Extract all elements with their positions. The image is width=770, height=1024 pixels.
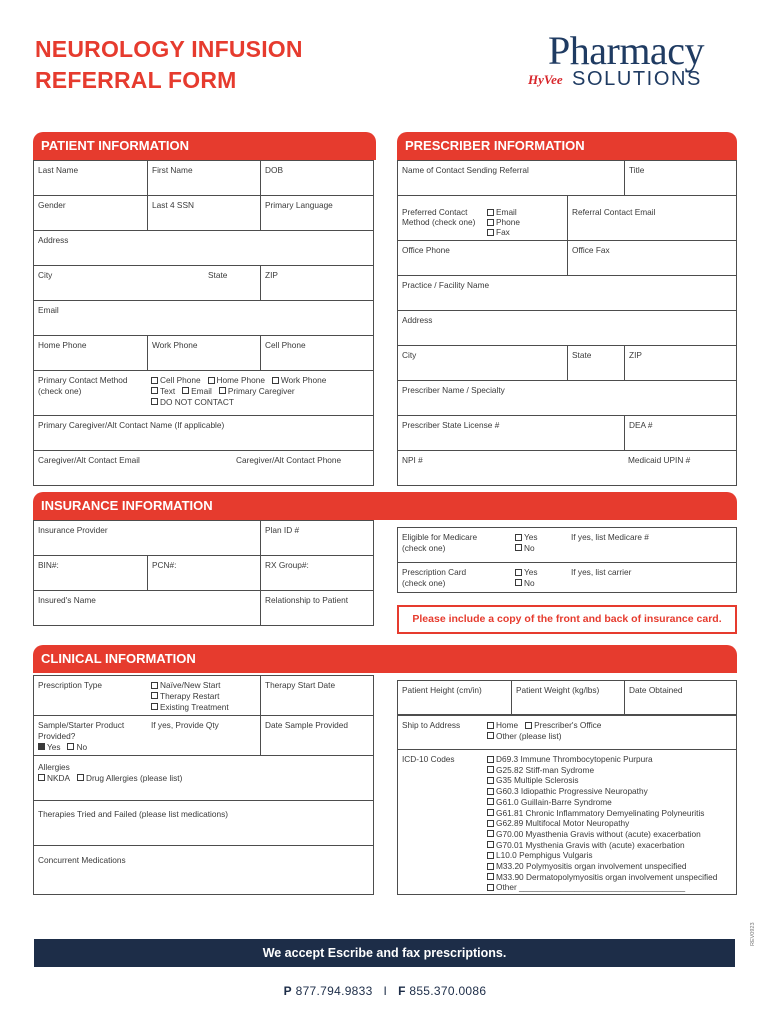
patient-city-field[interactable]: City (38, 270, 53, 280)
logo-solutions: SOLUTIONS (572, 68, 702, 90)
icd-code-checkbox[interactable] (487, 786, 736, 797)
medicare-number-field[interactable]: If yes, list Medicare # (571, 532, 649, 542)
contact-email-label: Email (191, 385, 212, 396)
patient-last4-field[interactable]: Last 4 SSN (147, 196, 260, 230)
logo-pharmacy: Pharmacy (548, 28, 704, 73)
medicare-yes-label: Yes (524, 532, 538, 542)
sample-yes-checkbox[interactable] (38, 742, 61, 752)
patient-email-field[interactable]: Email (38, 305, 59, 315)
icd-code-label: M33.90 Dermatopolymyositis organ involvement unspecified (496, 871, 718, 882)
contact-home-phone-checkbox[interactable] (208, 375, 265, 385)
icd-code-label: G60.3 Idiopathic Progressive Neuropathy (496, 786, 648, 797)
pref-fax-label: Fax (496, 227, 510, 237)
icd-code-checkbox[interactable] (487, 754, 736, 765)
form-title-line1: NEUROLOGY INFUSION (35, 36, 303, 62)
form-title (35, 34, 303, 96)
caregiver-email-field[interactable]: Caregiver/Alt Contact Email (38, 455, 140, 465)
office-fax-field[interactable]: Office Fax (567, 241, 736, 275)
medicare-eligible-label (398, 528, 511, 562)
sample-provided-label (34, 716, 147, 755)
patient-address-field[interactable]: Address (38, 235, 69, 245)
therapy-start-date-field[interactable]: Therapy Start Date (260, 676, 373, 715)
phone-number: 877.794.9833 (295, 984, 373, 998)
insurance-rx-group-field[interactable]: RX Group#: (260, 556, 373, 590)
footer-contact (0, 984, 770, 998)
rx-card-yes-checkbox[interactable] (515, 567, 567, 578)
therapy-restart-checkbox[interactable] (151, 691, 260, 702)
insured-name-field[interactable]: Insured's Name (38, 595, 96, 605)
contact-caregiver-label: Primary Caregiver (227, 385, 295, 396)
prescriber-npi-field[interactable]: NPI # (402, 455, 423, 465)
prescription-type-label: Prescription Type (38, 680, 102, 690)
contact-home-phone-label: Home Phone (216, 375, 265, 385)
patient-language-field[interactable]: Primary Language (260, 196, 373, 230)
prescriber-upin-field[interactable]: Medicaid UPIN # (628, 455, 691, 465)
therapies-tried-field[interactable]: Therapies Tried and Failed (please list medications) (38, 809, 228, 819)
drug-allergies-checkbox[interactable] (77, 773, 182, 783)
caregiver-phone-field[interactable]: Caregiver/Alt Contact Phone (236, 455, 342, 465)
prescriber-name-specialty-field[interactable]: Prescriber Name / Specialty (402, 385, 505, 395)
rx-card-no-label: No (524, 577, 535, 588)
ship-office-label: Prescriber's Office (534, 720, 602, 730)
insurance-grid-right (397, 527, 737, 593)
form-title-line2: REFERRAL FORM (35, 67, 237, 93)
medicare-options (511, 528, 567, 562)
prescriber-section-header: PRESCRIBER INFORMATION (397, 132, 737, 160)
medicare-line1: Eligible for Medicare (402, 532, 478, 542)
patient-state-field[interactable]: State (208, 270, 228, 280)
icd-code-checkbox[interactable] (487, 850, 736, 861)
rx-card-label (398, 563, 511, 593)
patient-work-phone-field[interactable]: Work Phone (147, 336, 260, 370)
patient-height-field[interactable]: Patient Height (cm/in) (402, 685, 482, 695)
rx-card-line2: (check one) (402, 577, 446, 588)
icd-code-label: G35 Multiple Sclerosis (496, 775, 579, 786)
nkda-label: NKDA (47, 772, 71, 783)
prescriber-dea-field[interactable]: DEA # (624, 416, 736, 450)
naive-start-label: Naïve/New Start (160, 680, 221, 690)
patient-contact-method-label (34, 371, 147, 415)
prescriber-state-field[interactable]: State (567, 346, 624, 380)
sample-no-label: No (76, 741, 88, 752)
revision-code: REV0923 (750, 922, 756, 946)
footer-banner: We accept Escribe and fax prescriptions. (34, 939, 735, 967)
contact-work-phone-checkbox[interactable] (272, 375, 327, 385)
rx-card-yes-label: Yes (524, 567, 538, 577)
sample-yes-label: Yes (47, 741, 61, 752)
naive-start-checkbox[interactable] (151, 680, 260, 691)
prescriber-contact-name-field[interactable]: Name of Contact Sending Referral (402, 165, 529, 175)
contact-dnc-label: DO NOT CONTACT (160, 396, 234, 407)
patient-zip-field[interactable]: ZIP (260, 266, 373, 300)
pref-contact-line1: Preferred Contact (402, 207, 468, 217)
clinical-grid-left (33, 675, 374, 895)
date-obtained-field[interactable]: Date Obtained (624, 681, 736, 714)
patient-section-header: PATIENT INFORMATION (33, 132, 376, 160)
insurance-card-callout: Please include a copy of the front and back of insurance card. (397, 605, 737, 634)
patient-home-phone-field[interactable]: Home Phone (38, 340, 87, 350)
referral-contact-email-field[interactable]: Referral Contact Email (567, 196, 736, 240)
icd-code-checkbox[interactable] (487, 775, 736, 786)
icd-code-label: L10.0 Pemphigus Vulgaris (496, 850, 593, 861)
pref-phone-label: Phone (496, 217, 520, 227)
patient-grid (33, 160, 374, 486)
rx-card-line1: Prescription Card (402, 567, 467, 577)
contact-work-phone-label: Work Phone (280, 375, 327, 385)
office-phone-field[interactable]: Office Phone (402, 245, 450, 255)
contact-cell-phone-label: Cell Phone (160, 375, 201, 385)
icd-code-other-checkbox[interactable] (487, 882, 736, 893)
pref-fax-checkbox[interactable] (487, 227, 510, 238)
contact-dnc-checkbox[interactable] (151, 397, 234, 407)
ship-office-checkbox[interactable] (525, 720, 601, 730)
allergies-label: Allergies (38, 762, 70, 772)
nkda-checkbox[interactable] (38, 773, 70, 783)
ship-other-checkbox[interactable] (487, 731, 736, 742)
prescriber-title-field[interactable]: Title (624, 161, 736, 195)
icd-code-checkbox[interactable] (487, 861, 736, 872)
rx-card-options (511, 563, 567, 593)
icd-code-label: G25.82 Stiff-man Sydrome (496, 764, 595, 775)
fax-number: 855.370.0086 (409, 984, 487, 998)
patient-dob-field[interactable]: DOB (260, 161, 373, 195)
clinical-grid-right (397, 715, 737, 895)
contact-email-checkbox[interactable] (182, 386, 212, 396)
prescriber-city-field[interactable]: City (402, 350, 417, 360)
logo-hyvee: HyVee (528, 72, 563, 87)
icd-code-checkbox[interactable] (487, 829, 736, 840)
icd-code-label: G70.01 Mysthenia Gravis with (acute) exacerbation (496, 839, 685, 850)
prescription-type-options (147, 676, 260, 715)
date-sample-field[interactable]: Date Sample Provided (260, 716, 373, 755)
icd-code-checkbox[interactable] (487, 797, 736, 808)
icd-code-label: G61.81 Chronic Inflammatory Demyelinating Polyneuritis (496, 807, 705, 818)
prescriber-license-field[interactable]: Prescriber State License # (402, 420, 500, 430)
contact-caregiver-checkbox[interactable] (219, 386, 295, 396)
clinical-section-header: CLINICAL INFORMATION (33, 645, 737, 673)
contact-cell-phone-checkbox[interactable] (151, 375, 201, 385)
contact-separator: I (383, 984, 388, 998)
icd-code-label: D69.3 Immune Thrombocytopenic Purpura (496, 754, 653, 764)
clinical-vitals-grid (397, 680, 737, 715)
contact-method-line2: (check one) (38, 385, 82, 396)
prescriber-address-field[interactable]: Address (402, 315, 433, 325)
existing-treatment-label: Existing Treatment (160, 701, 229, 712)
icd-code-checkbox[interactable] (487, 765, 736, 776)
sample-line1: Sample/Starter Product (38, 720, 125, 730)
fax-prefix: F (398, 984, 406, 998)
provide-qty-field[interactable]: If yes, Provide Qty (151, 720, 219, 730)
ship-other-label: Other (please list) (496, 730, 562, 741)
ship-to-label: Ship to Address (402, 720, 461, 730)
medicare-yes-checkbox[interactable] (515, 532, 567, 543)
rx-card-no-checkbox[interactable] (515, 578, 567, 589)
icd-code-label: G62.89 Multifocal Motor Neuropathy (496, 818, 630, 829)
icd-code-checkbox[interactable] (487, 818, 736, 829)
patient-cell-phone-field[interactable]: Cell Phone (260, 336, 373, 370)
patient-weight-field[interactable]: Patient Weight (kg/lbs) (511, 681, 624, 714)
icd-codes-label: ICD-10 Codes (402, 754, 455, 764)
therapy-restart-label: Therapy Restart (160, 690, 220, 701)
ship-home-checkbox[interactable] (487, 720, 518, 730)
relationship-field[interactable]: Relationship to Patient (260, 591, 373, 626)
contact-text-checkbox[interactable] (151, 386, 175, 396)
icd-code-label: G61.0 Guillain-Barre Syndrome (496, 796, 612, 807)
sample-no-checkbox[interactable] (67, 742, 87, 752)
icd-code-checkbox[interactable] (487, 808, 736, 819)
medicare-no-checkbox[interactable] (515, 543, 567, 554)
practice-name-field[interactable]: Practice / Facility Name (402, 280, 490, 290)
prescriber-grid (397, 160, 737, 486)
ship-home-label: Home (496, 720, 519, 730)
icd-code-label: G70.00 Myasthenia Gravis without (acute) exacerbation (496, 828, 701, 839)
pref-email-label: Email (496, 207, 517, 217)
pref-contact-line2: Method (check one) (402, 217, 476, 227)
insurance-plan-id-field[interactable]: Plan ID # (260, 521, 373, 555)
icd-code-checkbox[interactable] (487, 872, 736, 883)
phone-prefix: P (283, 984, 292, 998)
patient-first-name-field[interactable]: First Name (147, 161, 260, 195)
icd-code-checkbox[interactable] (487, 840, 736, 851)
icd-code-label: M33.20 Polymyositis organ involvement unspecified (496, 861, 687, 872)
prescriber-preferred-contact (398, 196, 567, 240)
existing-treatment-checkbox[interactable] (151, 702, 260, 713)
insurance-grid-left (33, 520, 374, 626)
icd-codes-list (483, 750, 736, 895)
concurrent-medications-field[interactable]: Concurrent Medications (38, 855, 126, 865)
contact-text-label: Text (160, 385, 176, 396)
caregiver-name-field[interactable]: Primary Caregiver/Alt Contact Name (If applicable) (38, 420, 225, 430)
insurance-pcn-field[interactable]: PCN#: (147, 556, 260, 590)
medicare-line2: (check one) (402, 542, 446, 553)
patient-gender-field[interactable]: Gender (38, 200, 66, 210)
medicare-no-label: No (524, 542, 535, 553)
insurance-bin-field[interactable]: BIN#: (38, 560, 59, 570)
ship-to-options (483, 716, 736, 749)
drug-allergies-label: Drug Allergies (please list) (85, 772, 183, 783)
patient-contact-method-options (147, 371, 373, 415)
prescriber-zip-field[interactable]: ZIP (624, 346, 736, 380)
contact-method-line1: Primary Contact Method (38, 375, 128, 385)
patient-last-name-field[interactable]: Last Name (38, 165, 79, 175)
carrier-field[interactable]: If yes, list carrier (571, 567, 632, 577)
sample-line2: Provided? (38, 730, 76, 741)
insurance-provider-field[interactable]: Insurance Provider (38, 525, 108, 535)
icd-code-other-label: Other ____________________________________ (496, 882, 686, 893)
allergies-field[interactable] (34, 756, 373, 800)
insurance-section-header: INSURANCE INFORMATION (33, 492, 737, 520)
